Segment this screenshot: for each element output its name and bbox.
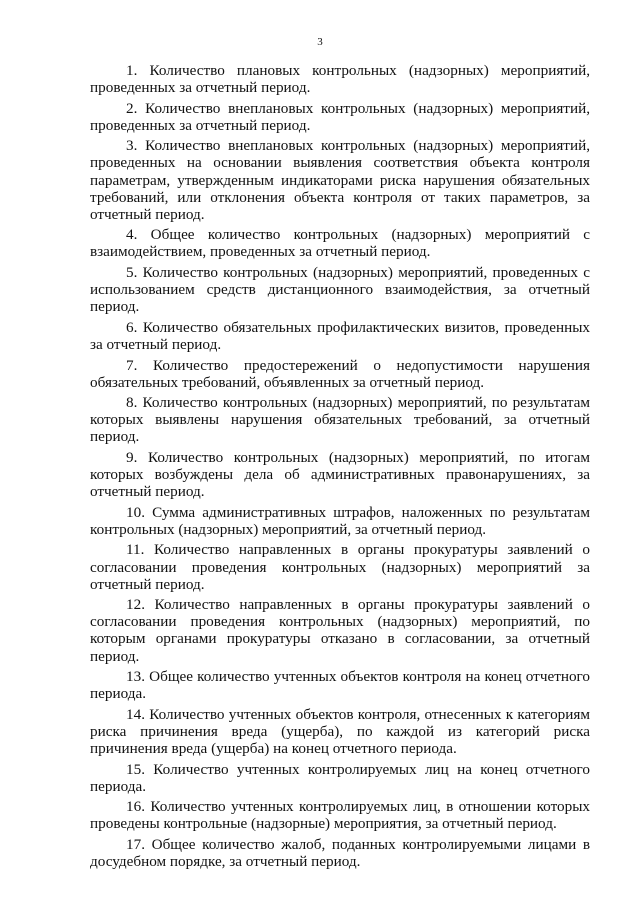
list-item: 8. Количество контрольных (надзорных) мероприятий, по результатам которых выявлены нарушения обязательных требований, за отчетный период. [90, 394, 590, 446]
list-item: 15. Количество учтенных контролируемых лиц на конец отчетного периода. [90, 760, 590, 795]
list-item: 13. Общее количество учтенных объектов контроля на конец отчетного периода. [90, 668, 590, 703]
list-item: 12. Количество направленных в органы прокуратуры заявлений о согласовании проведения контрольных (надзорных) мероприятий, по которым органами прокуратуры отказано в согласовании, за отчетный период. [90, 596, 590, 665]
list-item: 10. Сумма административных штрафов, наложенных по результатам контрольных (надзорных) мероприятий, за отчетный период. [90, 503, 590, 538]
list-item: 16. Количество учтенных контролируемых лиц, в отношении которых проведены контрольные (надзорные) мероприятия, за отчетный период. [90, 798, 590, 833]
list-item: 9. Количество контрольных (надзорных) мероприятий, по итогам которых возбуждены дела об административных правонарушениях, за отчетный период. [90, 448, 590, 501]
list-item: 11. Количество направленных в органы прокуратуры заявлений о согласовании проведения контрольных (надзорных) мероприятий за отчетный период. [90, 541, 590, 593]
list-item: 5. Количество контрольных (надзорных) мероприятий, проведенных с использованием средств дистанционного взаимодействия, за отчетный период. [90, 264, 590, 316]
list-item: 7. Количество предостережений о недопустимости нарушения обязательных требований, объявленных за отчетный период. [90, 356, 590, 391]
list-item: 17. Общее количество жалоб, поданных контролируемыми лицами в досудебном порядке, за отчетный период. [90, 835, 590, 871]
list-item: 6. Количество обязательных профилактических визитов, проведенных за отчетный период. [90, 318, 590, 353]
list-item: 3. Количество внеплановых контрольных (надзорных) мероприятий, проведенных на основании выявления соответствия объекта контроля параметрам, утвержденным индикаторами риска нарушения обязательных требований, или отклонения объекта контроля от таких параметров, за отчетный период. [90, 137, 590, 223]
list-item: 1. Количество плановых контрольных (надзорных) мероприятий, проведенных за отчетный период. [90, 62, 590, 97]
indicator-list [90, 62, 590, 874]
list-item: 4. Общее количество контрольных (надзорных) мероприятий с взаимодействием, проведенных за отчетный период. [90, 226, 590, 261]
page-number: 3 [317, 36, 323, 48]
list-item: 14. Количество учтенных объектов контроля, отнесенных к категориям риска причинения вреда (ущерба), по каждой из категорий риска причинения вреда (ущерба) на конец отчетного периода. [90, 705, 590, 757]
list-item: 2. Количество внеплановых контрольных (надзорных) мероприятий, проведенных за отчетный период. [90, 99, 590, 134]
